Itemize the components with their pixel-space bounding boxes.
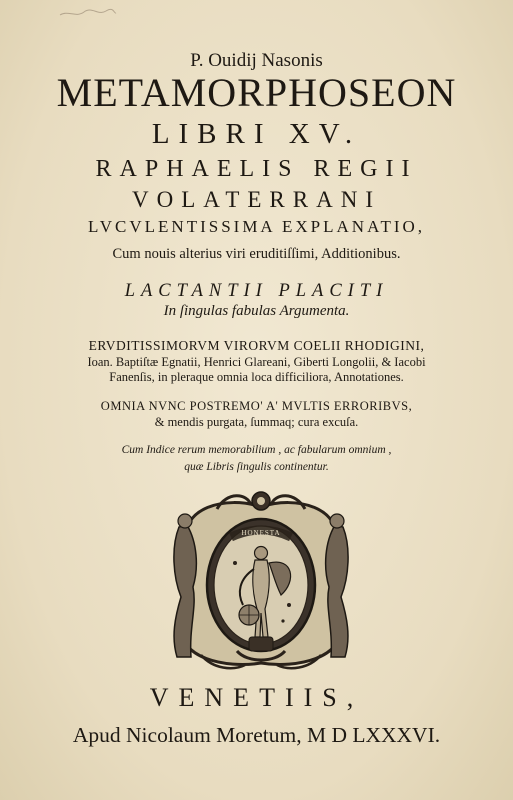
imprint-place: VENETIIS,: [149, 683, 364, 712]
explanation-line: LVCVLENTISSIMA EXPLANATIO,: [87, 217, 426, 236]
additions-line: Cum nouis alterius viri eruditiſſimi, Additionibus.: [112, 246, 401, 262]
author-line: P. Ouidij Nasonis: [190, 50, 323, 71]
manuscript-annotation: [58, 6, 118, 20]
commentator-origin-line: VOLATERRANI: [132, 187, 381, 212]
corrections-line-2: & mendis purgata, ſummaq; cura excuſa.: [154, 415, 359, 429]
scholars-line-3: Fanenſis, in pleraque omnia loca difficiliora, Annotationes.: [109, 370, 404, 384]
scholars-line-2: Ioan. Baptiſtæ Egnatii, Henrici Glareani, Giberti Longolii, & Iacobi: [87, 355, 426, 369]
commentator-name-line: RAPHAELIS REGII: [95, 156, 418, 182]
corrections-line-1: OMNIA NVNC POSTREMO' A' MVLTIS ERRORIBVS,: [100, 399, 413, 413]
index-line-1: Cum Indice rerum memorabilium , ac fabularum omnium ,: [121, 444, 392, 456]
books-line: LIBRI XV.: [151, 118, 362, 150]
emblem-motto: HONESTA: [241, 529, 281, 537]
printers-device-emblem: [157, 487, 365, 672]
index-line-2: quæ Libris ſingulis continentur.: [184, 461, 329, 473]
imprint-publisher-date: Apud Nicolaum Moretum, M D LXXXVI.: [72, 723, 441, 747]
main-title: METAMORPHOSEON: [56, 70, 457, 115]
lactantius-line: LACTANTII PLACITI: [124, 281, 389, 301]
scholars-line-1: ERVDITISSIMORVM VIRORVM COELII RHODIGINI,: [88, 338, 425, 353]
arguments-line: In ſingulas fabulas Argumenta.: [163, 303, 350, 319]
